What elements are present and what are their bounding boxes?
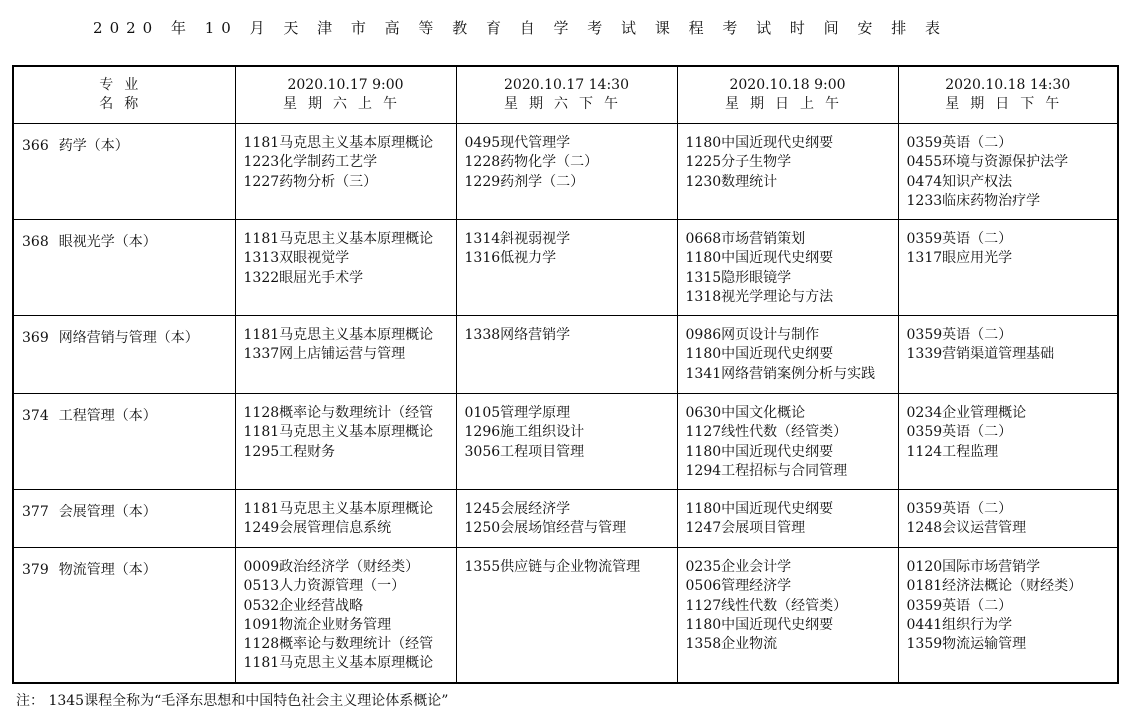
table-row bbox=[13, 394, 1118, 490]
course-cell bbox=[677, 490, 898, 548]
course-cell bbox=[235, 220, 456, 316]
course-item: 1296施工组织设计 bbox=[464, 424, 585, 441]
course-item: 1249会展管理信息系统 bbox=[243, 520, 392, 537]
course-item: 1338网络营销学 bbox=[464, 327, 571, 343]
major-name: 网络营销与管理（本） bbox=[58, 330, 199, 346]
course-item: 1180中国近现代史纲要 bbox=[685, 250, 834, 267]
course-item: 1358企业物流 bbox=[685, 636, 778, 653]
session-header-3 bbox=[677, 66, 898, 124]
course-item: 0009政治经济学（财经类） bbox=[243, 559, 420, 575]
course-item: 1245会展经济学 bbox=[464, 501, 571, 517]
course-cell bbox=[235, 316, 456, 394]
course-item: 1341网络营销案例分析与实践 bbox=[685, 365, 876, 382]
major-cell bbox=[13, 124, 235, 220]
session-label: 星期日下午 bbox=[945, 96, 1071, 112]
major-code: 369 bbox=[22, 330, 49, 346]
course-item: 1295工程财务 bbox=[243, 443, 336, 460]
table-row bbox=[13, 548, 1118, 683]
course-item: 1181马克思主义基本原理概论 bbox=[243, 501, 434, 517]
schedule-body bbox=[13, 124, 1118, 683]
major-code: 368 bbox=[22, 234, 49, 250]
major-header-line-1: 专业 bbox=[99, 77, 150, 93]
course-cell bbox=[456, 124, 677, 220]
course-item: 1229药剂学（二） bbox=[464, 173, 585, 190]
course-cell bbox=[898, 316, 1118, 394]
session-date: 2020.10.18 9:00 bbox=[729, 77, 846, 93]
course-item: 1181马克思主义基本原理概论 bbox=[243, 327, 434, 343]
session-label: 星期六上午 bbox=[283, 96, 408, 112]
course-cell bbox=[898, 490, 1118, 548]
course-item: 1317眼应用光学 bbox=[906, 250, 1013, 267]
major-header bbox=[13, 66, 235, 124]
course-item: 1181马克思主义基本原理概论 bbox=[243, 231, 434, 247]
major-code: 379 bbox=[22, 562, 49, 578]
course-cell bbox=[235, 394, 456, 490]
major-name: 物流管理（本） bbox=[58, 562, 157, 578]
course-cell bbox=[898, 220, 1118, 316]
course-item: 1180中国近现代史纲要 bbox=[685, 616, 834, 633]
major-code: 374 bbox=[22, 408, 49, 424]
course-cell bbox=[677, 124, 898, 220]
course-item: 1355供应链与企业物流管理 bbox=[464, 559, 641, 575]
course-item: 0359英语（二） bbox=[906, 135, 1013, 151]
header-row bbox=[13, 66, 1118, 124]
course-cell bbox=[898, 548, 1118, 683]
session-date: 2020.10.17 9:00 bbox=[287, 77, 404, 93]
course-item: 1128概率论与数理统计（经管 bbox=[243, 405, 434, 421]
major-name: 工程管理（本） bbox=[58, 408, 157, 424]
course-cell bbox=[235, 490, 456, 548]
course-item: 1227药物分析（三） bbox=[243, 173, 378, 190]
course-item: 1250会展场馆经营与管理 bbox=[464, 520, 627, 537]
table-row bbox=[13, 316, 1118, 394]
course-cell bbox=[677, 316, 898, 394]
course-item: 1181马克思主义基本原理概论 bbox=[243, 655, 434, 672]
course-item: 0532企业经营战略 bbox=[243, 597, 364, 614]
course-cell bbox=[456, 316, 677, 394]
course-item: 0181经济法概论（财经类） bbox=[906, 578, 1083, 595]
course-item: 1127线性代数（经管类） bbox=[685, 597, 848, 614]
course-cell bbox=[898, 394, 1118, 490]
course-item: 0120国际市场营销学 bbox=[906, 559, 1041, 575]
course-item: 0455环境与资源保护法学 bbox=[906, 154, 1069, 171]
course-item: 1294工程招标与合同管理 bbox=[685, 462, 848, 479]
session-date: 2020.10.18 14:30 bbox=[945, 77, 1071, 93]
course-item: 1359物流运输管理 bbox=[906, 636, 1027, 653]
session-header-2 bbox=[456, 66, 677, 124]
session-label: 星期六下午 bbox=[504, 96, 629, 112]
table-row bbox=[13, 220, 1118, 316]
course-item: 1337网上店铺运营与管理 bbox=[243, 346, 406, 363]
course-item: 1316低视力学 bbox=[464, 250, 557, 267]
course-item: 1180中国近现代史纲要 bbox=[685, 501, 834, 517]
course-item: 0359英语（二） bbox=[906, 597, 1013, 614]
session-label: 星期日上午 bbox=[725, 96, 850, 112]
course-item: 0359英语（二） bbox=[906, 501, 1013, 517]
major-cell bbox=[13, 548, 235, 683]
major-code: 377 bbox=[22, 504, 49, 520]
course-item: 1313双眼视觉学 bbox=[243, 250, 350, 267]
course-item: 0630中国文化概论 bbox=[685, 405, 806, 421]
session-header-1 bbox=[235, 66, 456, 124]
course-item: 1248会议运营管理 bbox=[906, 520, 1027, 537]
course-item: 1128概率论与数理统计（经管 bbox=[243, 636, 434, 653]
footnote: 注： 1345课程全称为“毛泽东思想和中国特色社会主义理论体系概论” bbox=[16, 693, 449, 709]
course-cell bbox=[456, 394, 677, 490]
major-cell bbox=[13, 220, 235, 316]
course-item: 3056工程项目管理 bbox=[464, 443, 585, 460]
course-item: 0359英语（二） bbox=[906, 231, 1013, 247]
course-cell bbox=[235, 124, 456, 220]
course-item: 1225分子生物学 bbox=[685, 154, 792, 171]
course-item: 1124工程监理 bbox=[906, 443, 999, 460]
course-cell bbox=[677, 220, 898, 316]
course-item: 1127线性代数（经管类） bbox=[685, 424, 848, 441]
course-item: 1233临床药物治疗学 bbox=[906, 192, 1041, 209]
course-cell bbox=[456, 490, 677, 548]
course-item: 1180中国近现代史纲要 bbox=[685, 443, 834, 460]
course-cell bbox=[235, 548, 456, 683]
course-cell bbox=[677, 394, 898, 490]
course-item: 0441组织行为学 bbox=[906, 616, 1013, 633]
course-item: 0474知识产权法 bbox=[906, 173, 1013, 190]
major-name: 眼视光学（本） bbox=[58, 234, 157, 250]
course-item: 1339营销渠道管理基础 bbox=[906, 346, 1055, 363]
course-item: 0234企业管理概论 bbox=[906, 405, 1027, 421]
course-item: 1314斜视弱视学 bbox=[464, 231, 571, 247]
major-cell bbox=[13, 316, 235, 394]
course-item: 1318视光学理论与方法 bbox=[685, 288, 834, 305]
course-item: 1180中国近现代史纲要 bbox=[685, 135, 834, 151]
course-item: 1230数理统计 bbox=[685, 173, 778, 190]
course-item: 1180中国近现代史纲要 bbox=[685, 346, 834, 363]
course-cell bbox=[677, 548, 898, 683]
session-date: 2020.10.17 14:30 bbox=[504, 77, 629, 93]
major-name: 药学（本） bbox=[58, 138, 129, 154]
course-item: 1181马克思主义基本原理概论 bbox=[243, 135, 434, 151]
major-header-line-2: 名称 bbox=[99, 96, 150, 112]
session-header-4 bbox=[898, 66, 1118, 124]
course-cell bbox=[898, 124, 1118, 220]
major-code: 366 bbox=[22, 138, 49, 154]
course-item: 0513人力资源管理（一） bbox=[243, 578, 406, 595]
course-item: 1181马克思主义基本原理概论 bbox=[243, 424, 434, 441]
course-item: 0668市场营销策划 bbox=[685, 231, 806, 247]
course-item: 1322眼屈光手术学 bbox=[243, 269, 364, 286]
course-cell bbox=[456, 220, 677, 316]
course-cell bbox=[456, 548, 677, 683]
course-item: 1315隐形眼镜学 bbox=[685, 269, 792, 286]
course-item: 0235企业会计学 bbox=[685, 559, 792, 575]
course-item: 1091物流企业财务管理 bbox=[243, 616, 392, 633]
course-item: 0105管理学原理 bbox=[464, 405, 571, 421]
course-item: 0359英语（二） bbox=[906, 327, 1013, 343]
course-item: 0506管理经济学 bbox=[685, 578, 792, 595]
exam-schedule-table bbox=[12, 65, 1119, 684]
table-row bbox=[13, 490, 1118, 548]
course-item: 0495现代管理学 bbox=[464, 135, 571, 151]
major-name: 会展管理（本） bbox=[58, 504, 157, 520]
table-row bbox=[13, 124, 1118, 220]
major-cell bbox=[13, 394, 235, 490]
course-item: 1247会展项目管理 bbox=[685, 520, 806, 537]
course-item: 0986网页设计与制作 bbox=[685, 327, 820, 343]
major-cell bbox=[13, 490, 235, 548]
course-item: 1223化学制药工艺学 bbox=[243, 154, 378, 171]
page-title: 2020 年 10 月 天 津 市 高 等 教 育 自 学 考 试 课 程 考 试 时 间 安 排 表 bbox=[93, 19, 947, 37]
course-item: 1228药物化学（二） bbox=[464, 154, 599, 171]
course-item: 0359英语（二） bbox=[906, 424, 1013, 441]
